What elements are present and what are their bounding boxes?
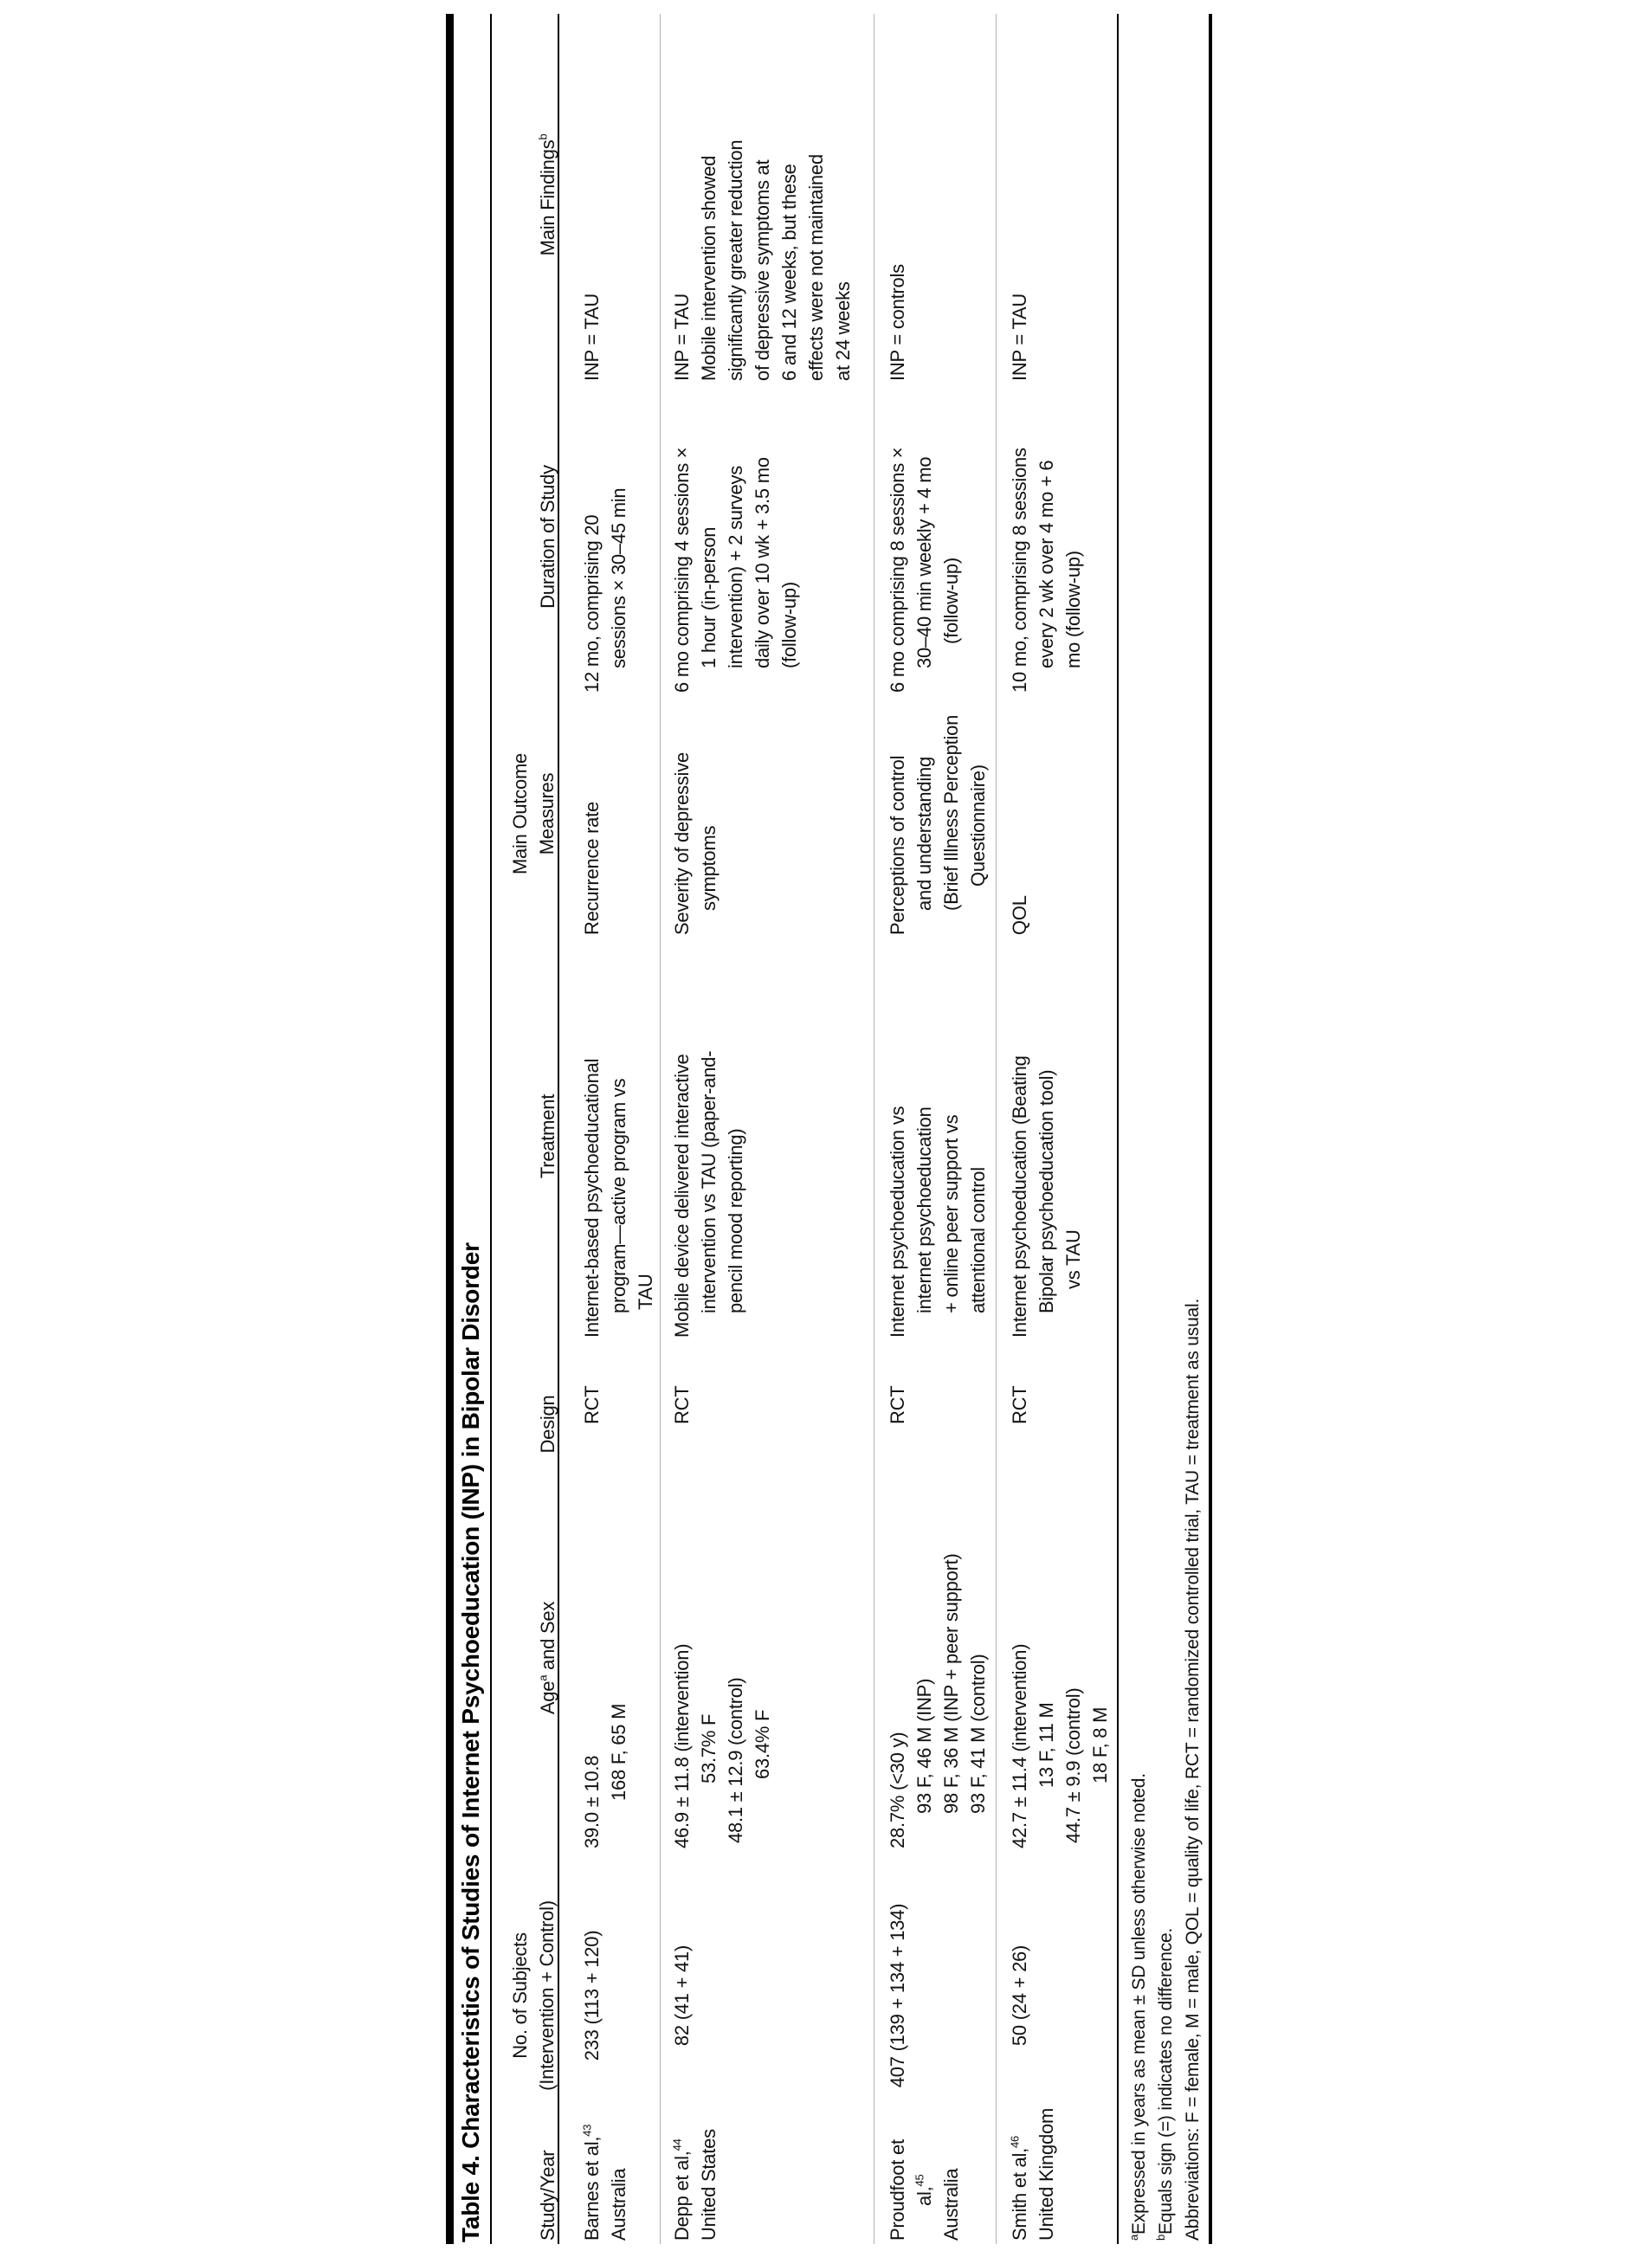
footnote-marker-b: b: [536, 133, 550, 140]
cell-treatment-depp: Mobile device delivered interactive intervention vs TAU (paper-and- pencil mood reporting): [671, 1050, 746, 1338]
study-country: United Kingdom: [1036, 2107, 1057, 2241]
cell-study-depp: [668, 2129, 722, 2241]
cell-age-sex-depp: 46.9 ± 11.8 (intervention) 53.7% F 48.1 ± 12.9 (control) 63.4% F: [671, 1643, 773, 1848]
cell-outcome-smith: QOL: [1009, 895, 1030, 935]
reference-number: 45: [913, 2174, 926, 2187]
header-age-and-sex: [534, 1467, 561, 1848]
cell-age-sex-proudfoot: 28.7% (<30 y) 93 F, 46 M (INP) 98 F, 36 M (INP + peer support) 93 F, 41 M (control): [887, 1553, 989, 1848]
cell-treatment-proudfoot: Internet psychoeducation vs internet psychoeducation + online peer support vs attentional control: [887, 1106, 989, 1338]
study-name: Proudfoot et: [887, 2139, 908, 2241]
cell-duration-barnes: 12 mo, comprising 20 sessions × 30–45 min: [581, 487, 629, 693]
cell-findings-depp: INP = TAU Mobile intervention showed significantly greater reduction of depressive symptoms at 6 and 12 weeks, but these effects were not maintained at 24 weeks: [671, 139, 854, 381]
table-bottom-rule: [1209, 14, 1212, 2244]
header-study-year: Study/Year: [537, 2150, 558, 2241]
study-country: Australia: [940, 2168, 962, 2241]
cell-age-sex-barnes: 39.0 ± 10.8 168 F, 65 M: [581, 1703, 629, 1848]
cell-design-depp: RCT: [671, 1385, 693, 1424]
cell-findings-barnes: INP = TAU: [581, 293, 603, 381]
row-separator: [996, 14, 997, 2244]
footnote-marker-a: a: [536, 1674, 550, 1681]
body-bottom-rule: [1117, 14, 1119, 2244]
cell-design-proudfoot: RCT: [887, 1385, 908, 1424]
reference-number: 44: [670, 2138, 684, 2151]
cell-outcome-barnes: Recurrence rate: [581, 802, 603, 935]
header-main-findings: [534, 9, 561, 381]
cell-study-proudfoot: [884, 2139, 965, 2241]
header-design: Design: [537, 1395, 558, 1454]
study-name: Depp et al,: [671, 2151, 693, 2241]
cell-study-barnes: [578, 2125, 632, 2241]
cell-duration-proudfoot: 6 mo comprising 8 sessions × 30–40 min weekly + 4 mo (follow-up): [887, 447, 962, 693]
rotated-table: [444, 0, 1215, 2251]
study-country: United States: [698, 2129, 720, 2241]
cell-subjects-proudfoot: 407 (139 + 134 + 134): [887, 1903, 908, 2088]
header-main-outcome-measures: Main Outcome Measures: [509, 752, 558, 875]
study-name: Barnes et al,: [581, 2136, 603, 2241]
cell-treatment-smith: Internet psychoeducation (Beating Bipolar psychoeducation tool) vs TAU: [1009, 1055, 1084, 1338]
cell-findings-proudfoot: INP = controls: [887, 264, 908, 381]
footnote-a: $^a$Expressed in years as mean ± SD unless otherwise noted.: [1127, 1773, 1149, 2241]
cell-age-sex-smith: 42.7 ± 11.4 (intervention) 13 F, 11 M 44.7 ± 9.9 (control) 18 F, 8 M: [1009, 1643, 1111, 1848]
footnote-abbreviations: Abbreviations: F = female, M = male, QOL = quality of life, RCT = randomized controlled trial, TAU = treatment as usual.: [1183, 1298, 1203, 2241]
study-name: Smith et al,: [1009, 2147, 1030, 2241]
study-country: Australia: [608, 2168, 629, 2241]
cell-subjects-smith: 50 (24 + 26): [1009, 1945, 1030, 2047]
cell-outcome-proudfoot: Perceptions of control and understanding (Brief Illness Perception Questionnaire): [887, 714, 989, 935]
cell-design-smith: RCT: [1009, 1385, 1030, 1424]
header-findings-text: Main Findings: [537, 139, 558, 256]
cell-findings-smith: INP = TAU: [1009, 293, 1030, 381]
footnote-marker-a: a: [1127, 2234, 1140, 2241]
header-treatment: Treatment: [537, 1093, 558, 1179]
reference-number: 43: [580, 2124, 594, 2137]
table-top-heavy-rule: [446, 14, 454, 2244]
header-sex-text: and Sex: [537, 1601, 558, 1675]
footnote-marker-b: b: [1154, 2234, 1167, 2241]
header-age-text: Age: [537, 1680, 558, 1715]
cell-subjects-barnes: 233 (113 + 120): [581, 1930, 603, 2061]
study-name-cont: al,: [913, 2186, 935, 2206]
cell-subjects-depp: 82 (41 + 41): [671, 1945, 693, 2047]
cell-design-barnes: RCT: [581, 1385, 603, 1424]
cell-treatment-barnes: Internet-based psychoeducational program—active program vs TAU: [581, 1058, 656, 1338]
cell-duration-depp: 6 mo comprising 4 sessions × 1 hour (in-person intervention) + 2 surveys daily over 10 wk + 3.5 mo (follow-up): [671, 447, 800, 693]
row-separator: [660, 14, 661, 2244]
cell-duration-smith: 10 mo, comprising 8 sessions every 2 wk over 4 mo + 6 mo (follow-up): [1009, 448, 1084, 693]
title-underline-rule: [490, 14, 492, 2244]
header-no-of-subjects: No. of Subjects (Intervention + Control): [509, 1900, 558, 2091]
cell-outcome-depp: Severity of depressive symptoms: [671, 752, 720, 935]
reference-number: 46: [1008, 2135, 1022, 2148]
header-duration-of-study: Duration of Study: [537, 465, 558, 609]
table-title: Table 4. Characteristics of Studies of Internet Psychoeducation (INP) in Bipolar Disorder: [457, 1242, 484, 2242]
footnote-b: $^b$Equals sign (=) indicates no difference.: [1154, 1927, 1176, 2241]
